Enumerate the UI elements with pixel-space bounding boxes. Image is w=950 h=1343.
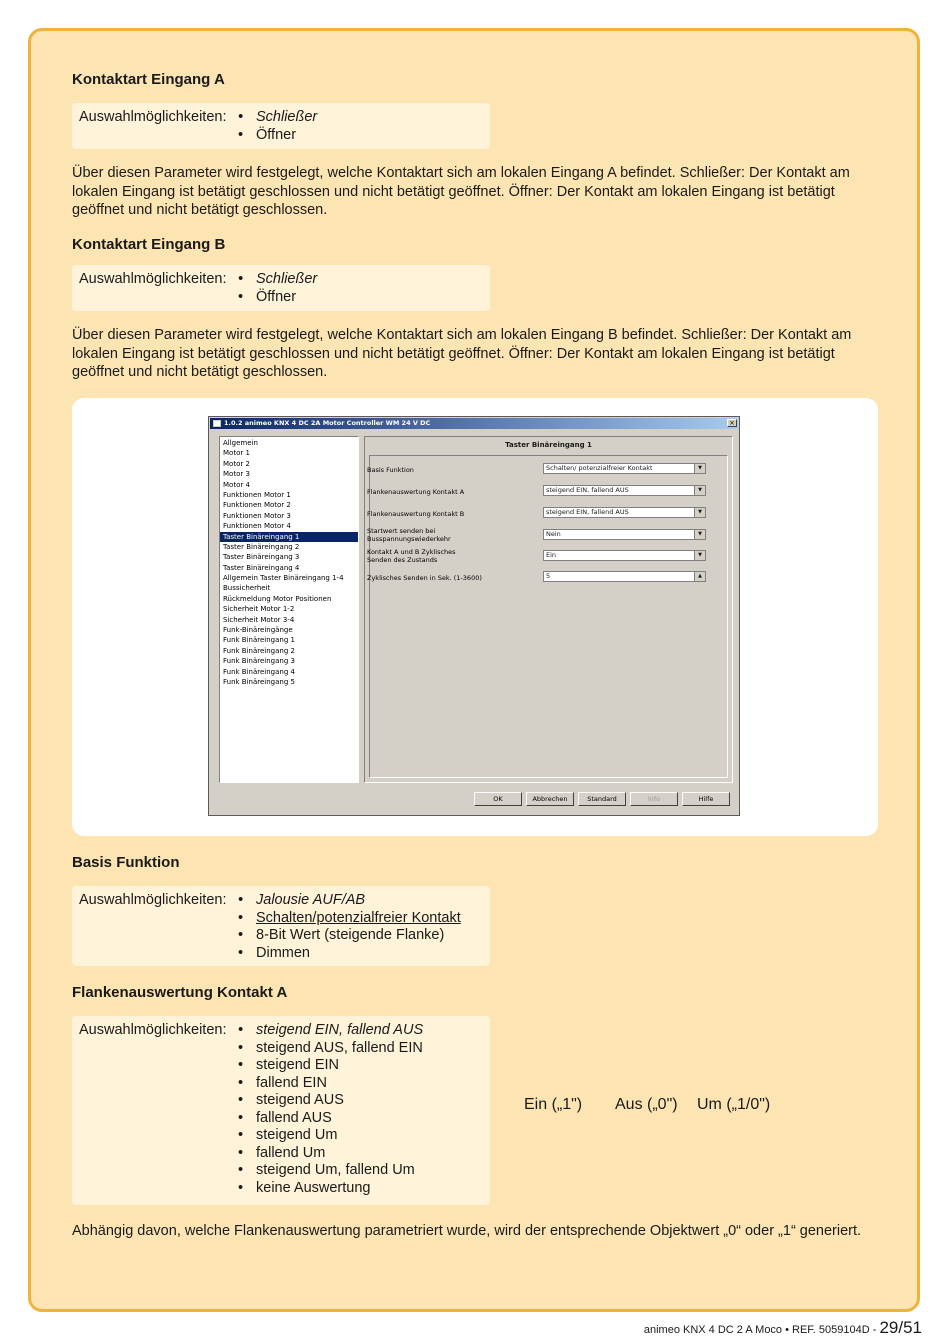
tree-item[interactable]: Allgemein [223, 439, 258, 447]
param-label: Flankenauswertung Kontakt B [367, 510, 465, 518]
tree-item[interactable]: Taster Binäreingang 2 [223, 542, 300, 551]
flanke-note: Abhängig davon, welche Flankenauswertung parametriert wurde, wird der entsprechende Objektwert „0“ oder „1“ generiert. [72, 1223, 862, 1239]
tree-item[interactable]: Rückmeldung Motor Positionen [223, 594, 332, 603]
tree-item[interactable]: Taster Binäreingang 4 [223, 563, 300, 572]
tree-item[interactable]: Funk Binäreingang 5 [223, 677, 295, 686]
param-zyklisch-select[interactable] [543, 550, 706, 561]
standard-button[interactable]: Standard [578, 792, 626, 806]
input-value: 5 [546, 572, 551, 580]
symbol-ein: Ein („1") [524, 1096, 583, 1113]
option-item: • 8-Bit Wert (steigende Flanke) [256, 927, 461, 945]
close-button[interactable]: × [727, 419, 737, 427]
footer-text: animeo KNX 4 DC 2 A Moco • REF. 5059104D - [643, 1324, 880, 1336]
tree-item[interactable]: Sicherheit Motor 3-4 [223, 615, 295, 624]
tree-item[interactable]: Bussicherheit [223, 584, 271, 593]
option-item: • Öffner [256, 289, 317, 307]
option-item: • Jalousie AUF/AB [256, 892, 461, 910]
info-button[interactable]: Info [630, 792, 678, 806]
option-item: • steigend AUS [256, 1092, 423, 1110]
spinner-icon[interactable]: ▲ [694, 572, 705, 581]
tree-item[interactable]: Funk Binäreingang 3 [223, 657, 295, 666]
option-item: • steigend AUS, fallend EIN [256, 1040, 423, 1058]
chevron-down-icon[interactable]: ▼ [694, 508, 705, 517]
select-value: Ein [546, 551, 557, 559]
option-item: • steigend EIN, fallend AUS [256, 1022, 423, 1040]
tree-item[interactable]: Motor 1 [223, 449, 250, 458]
chevron-down-icon[interactable]: ▼ [694, 551, 705, 560]
param-label: Startwert senden bei Busspannungswiederkehr [367, 527, 451, 543]
option-item: • Schließer [256, 109, 317, 127]
param-label: Basis Funktion [367, 466, 414, 474]
panel-inner [369, 455, 728, 778]
tree-item[interactable]: Allgemein Taster Binäreingang 1-4 [223, 574, 344, 583]
tree-item[interactable]: Funk Binäreingang 1 [223, 636, 295, 645]
option-item: • keine Auswertung [256, 1180, 423, 1198]
abbrechen-button[interactable]: Abbrechen [526, 792, 574, 806]
options-label: Auswahlmöglichkeiten: [79, 1022, 227, 1038]
select-value: Schalten/ potenzialfreier Kontakt [546, 464, 653, 472]
tree-item[interactable]: Funk Binäreingang 4 [223, 667, 295, 676]
tree-item[interactable]: Motor 4 [223, 480, 250, 489]
param-basis-funktion-select[interactable] [543, 463, 706, 474]
tree-item[interactable]: Sicherheit Motor 1-2 [223, 605, 295, 614]
chevron-down-icon[interactable]: ▼ [694, 486, 705, 495]
select-value: steigend EIN, fallend AUS [546, 486, 629, 494]
tree-item[interactable]: Funk Binäreingang 2 [223, 646, 295, 655]
chevron-down-icon[interactable]: ▼ [694, 464, 705, 473]
options-box-flanke [72, 1016, 490, 1205]
description-a: Über diesen Parameter wird festgelegt, welche Kontaktart sich am lokalen Eingang A befindet. Schließer: Der Kontakt am lokalen Eingang ist betätigt geschlossen und nicht betätigt geöffnet. Öffner: Der Kontakt am lokalen Eingang ist betätigt geöffnet und nicht betätigt geschlossen. [72, 165, 850, 218]
tree-item[interactable]: Taster Binäreingang 1 [220, 532, 358, 542]
options-list [256, 892, 461, 962]
chevron-down-icon[interactable]: ▼ [694, 530, 705, 539]
symbol-um: Um („1/0") [697, 1096, 771, 1113]
tree-item[interactable]: Taster Binäreingang 3 [223, 553, 300, 562]
heading-flankenauswertung-a: Flankenauswertung Kontakt A [72, 984, 288, 1001]
param-startwert-select[interactable] [543, 529, 706, 540]
options-label: Auswahlmöglichkeiten: [79, 892, 227, 908]
options-label: Auswahlmöglichkeiten: [79, 109, 227, 125]
dialog-title: 1.0.2 animeo KNX 4 DC 2A Motor Controller WM 24 V DC [224, 419, 431, 427]
param-label: Flankenauswertung Kontakt A [367, 488, 465, 496]
heading-kontaktart-a: Kontaktart Eingang A [72, 71, 225, 88]
tree-item[interactable]: Funktionen Motor 1 [223, 490, 291, 499]
options-list [256, 109, 317, 144]
options-list [256, 271, 317, 306]
description-b: Über diesen Parameter wird festgelegt, welche Kontaktart sich am lokalen Eingang B befindet. Schließer: Der Kontakt am lokalen Eingang ist betätigt geschlossen und nicht betätigt geöffnet. Öffner: Der Kontakt am lokalen Eingang ist betätigt geöffnet und nicht betätigt geschlossen. [72, 327, 852, 380]
param-label: Zyklisches Senden in Sek. (1-3600) [367, 574, 482, 582]
tree-item[interactable]: Motor 2 [223, 459, 250, 468]
param-zyklisch-sek-input[interactable] [543, 571, 706, 582]
options-box-a [72, 103, 490, 149]
app-icon [213, 420, 221, 427]
tree-item[interactable]: Motor 3 [223, 470, 250, 479]
option-item: • Schließer [256, 271, 317, 289]
parameter-tree[interactable] [219, 436, 359, 783]
tree-item[interactable]: Funk-Binäreingänge [223, 626, 293, 635]
option-item: • Schalten/potenzialfreier Kontakt [256, 910, 461, 928]
option-item: • Öffner [256, 127, 317, 145]
tree-item[interactable]: Funktionen Motor 2 [223, 501, 291, 510]
heading-basis-funktion: Basis Funktion [72, 854, 180, 871]
heading-kontaktart-b: Kontaktart Eingang B [72, 236, 226, 253]
tree-item[interactable]: Funktionen Motor 3 [223, 511, 291, 520]
options-list [256, 1022, 423, 1197]
panel-title: Taster Binäreingang 1 [505, 441, 592, 449]
option-item: • steigend Um, fallend Um [256, 1162, 423, 1180]
page-number: 29/51 [879, 1318, 922, 1337]
options-box-basis [72, 886, 490, 966]
options-box-b [72, 265, 490, 311]
option-item: • fallend AUS [256, 1110, 423, 1128]
option-item: • fallend Um [256, 1145, 423, 1163]
option-item: • steigend EIN [256, 1057, 423, 1075]
param-label: Kontakt A und B Zyklisches Senden des Zustands [367, 548, 456, 564]
page-footer [644, 1318, 922, 1338]
select-value: steigend EIN, fallend AUS [546, 508, 629, 516]
options-label: Auswahlmöglichkeiten: [79, 271, 227, 287]
ets-dialog [208, 416, 740, 816]
dialog-titlebar [210, 418, 738, 429]
tree-item[interactable]: Funktionen Motor 4 [223, 522, 291, 531]
ok-button[interactable]: OK [474, 792, 522, 806]
param-flanke-a-select[interactable] [543, 485, 706, 496]
select-value: Nein [546, 530, 561, 538]
hilfe-button[interactable]: Hilfe [682, 792, 730, 806]
option-item: • Dimmen [256, 945, 461, 963]
option-item: • fallend EIN [256, 1075, 423, 1093]
param-flanke-b-select[interactable] [543, 507, 706, 518]
symbol-aus: Aus („0") [615, 1096, 678, 1113]
option-item: • steigend Um [256, 1127, 423, 1145]
